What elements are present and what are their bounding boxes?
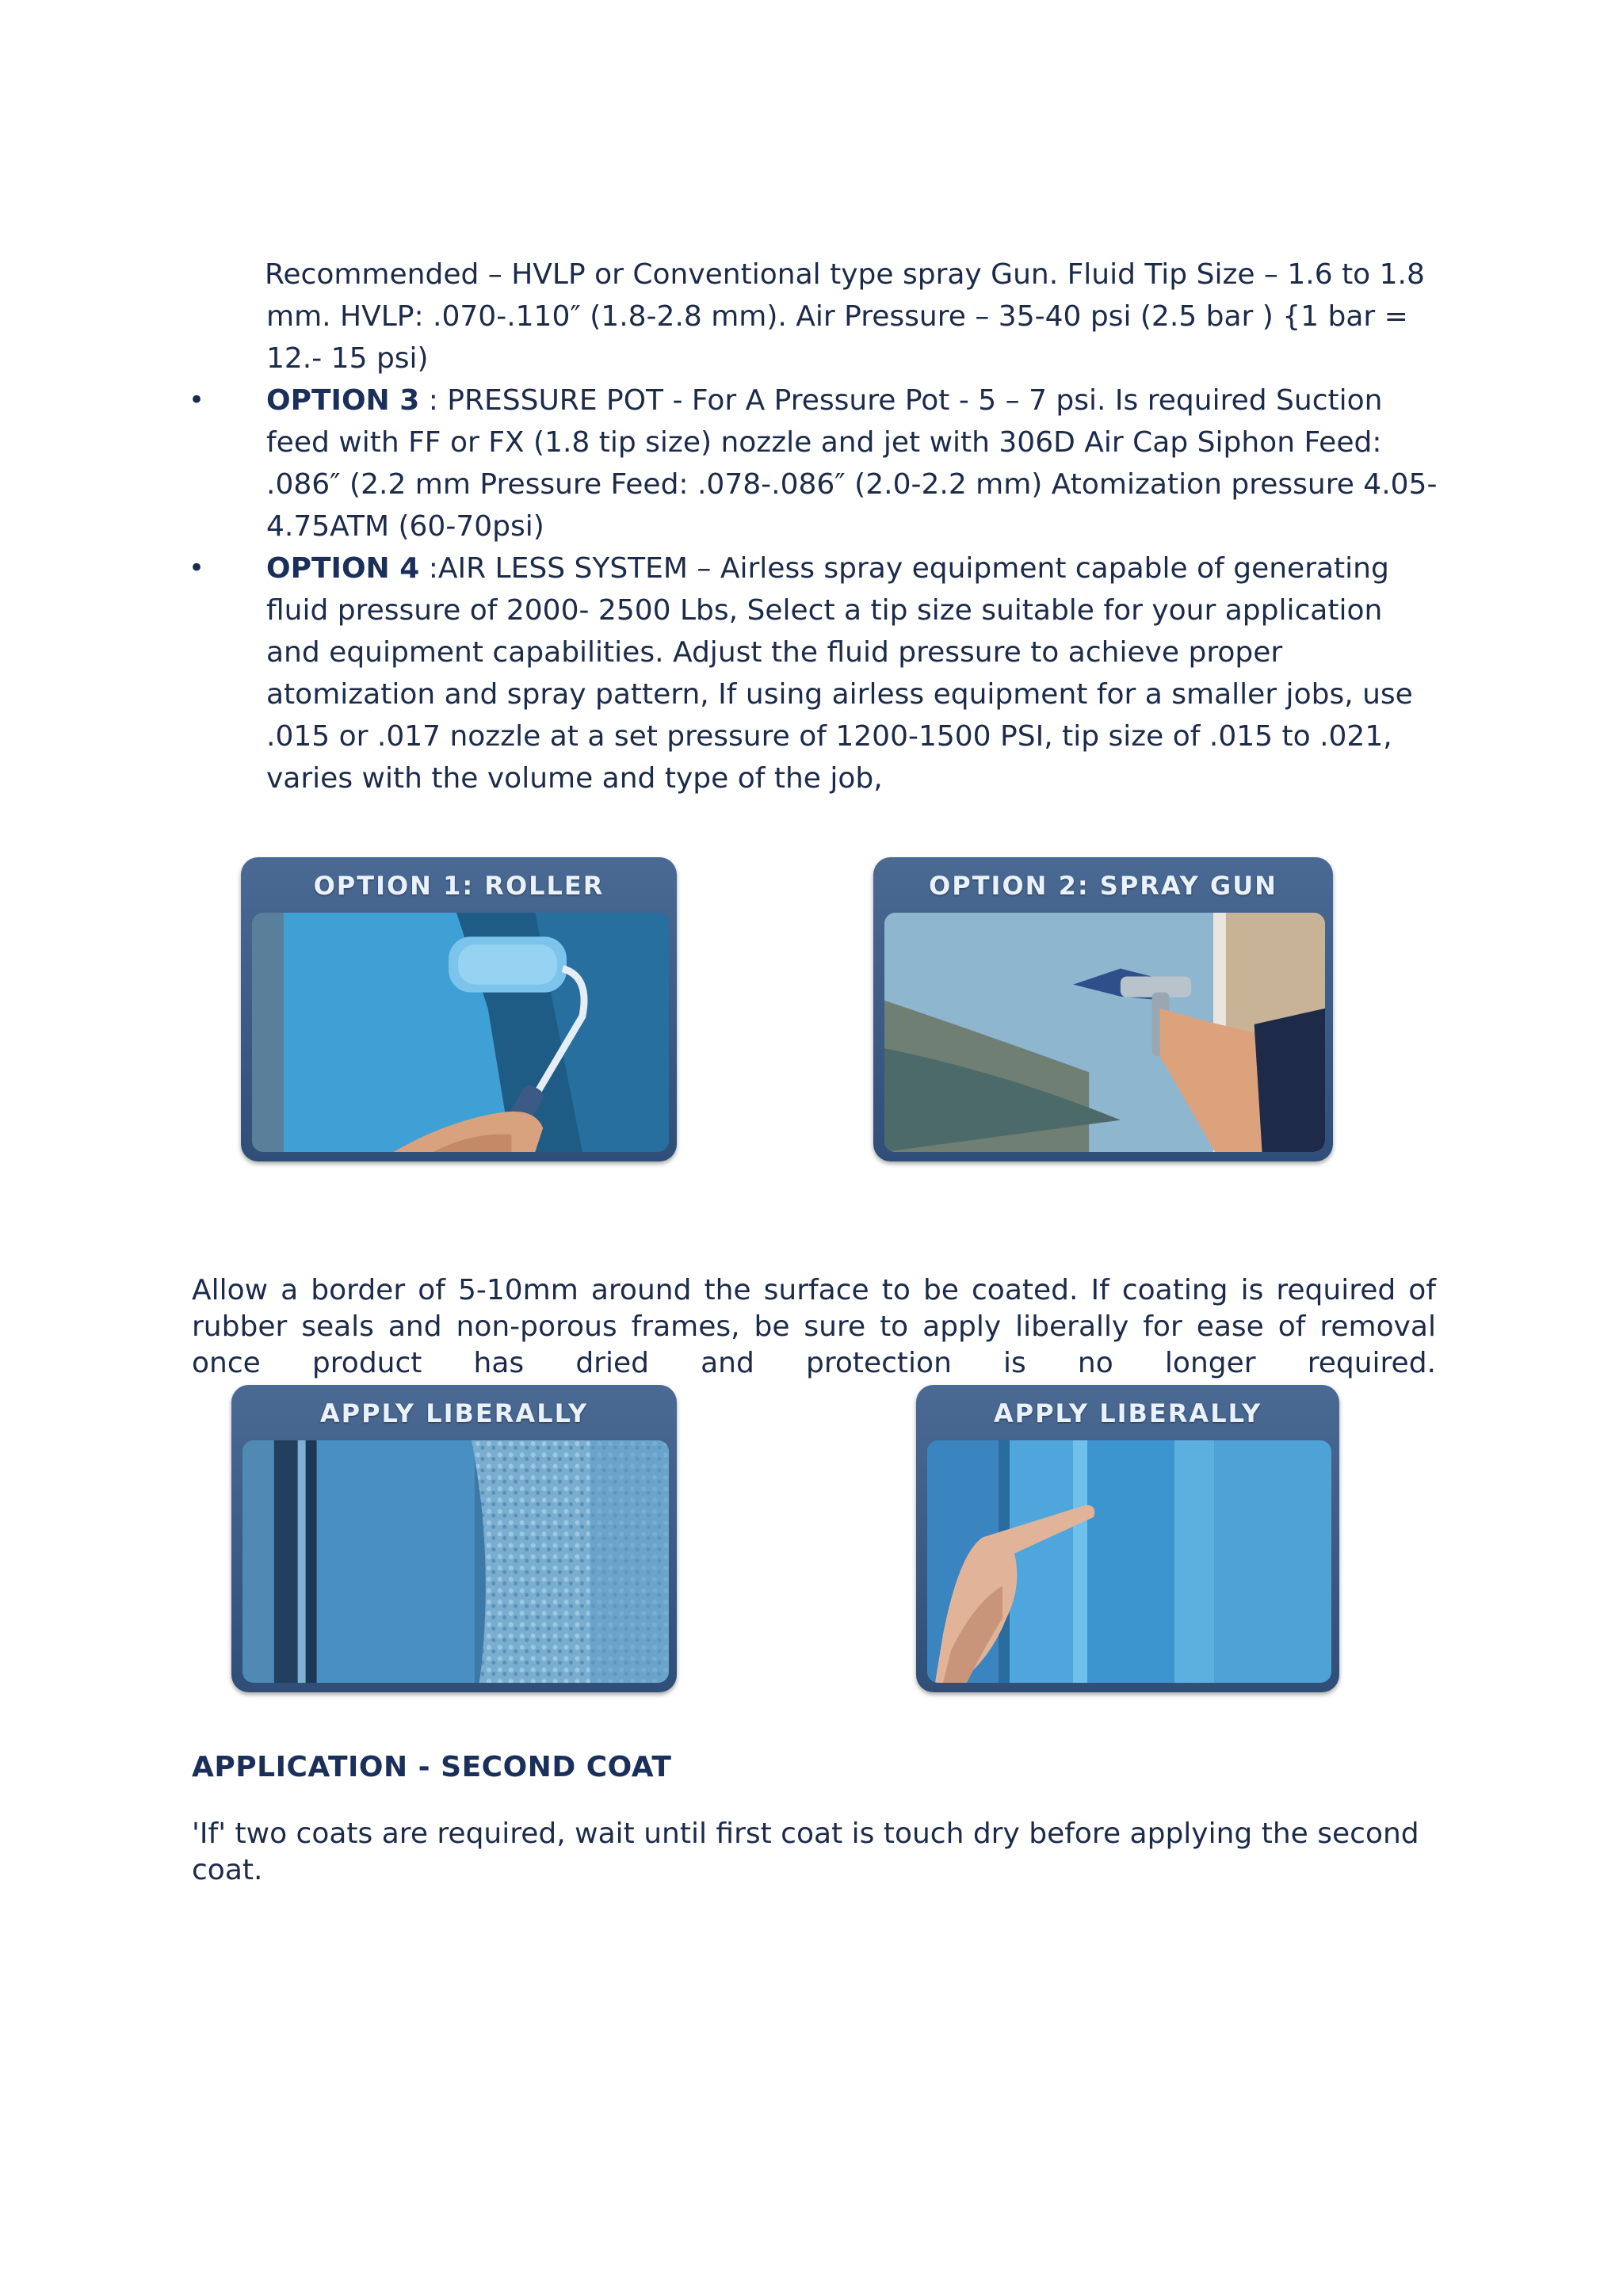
bullet-lead: OPTION 3 xyxy=(266,384,420,417)
tile-caption: OPTION 1: ROLLER xyxy=(313,871,605,901)
apply-liberally-right-photo xyxy=(927,1440,1331,1683)
bullet-marker: • xyxy=(189,552,205,584)
bullet-marker: • xyxy=(189,384,205,416)
bullet-body: : PRESSURE POT - For A Pressure Pot - 5 – 7 psi. Is required Suction feed with FF or FX (1.8 tip size) nozzle and jet with 306D Air Cap Siphon Feed: .086″ (2.2 mm Pressure Feed: .078-.086″ (2.0-2.2 mm) Atomization pressure 4.05-4.75ATM (60-70psi) xyxy=(266,384,1438,543)
border-instructions: Allow a border of 5-10mm around the surface to be coated. If coating is required of rubber seals and non-porous frames, be sure to apply liberally for ease of removal once product has dried and protection is no longer required. xyxy=(192,1274,1436,1379)
bullet-text xyxy=(266,379,1439,547)
roller-photo xyxy=(252,913,669,1152)
second-coat-text: 'If' two coats are required, wait until first coat is touch dry before applying the second coat. xyxy=(192,1817,1419,1886)
spray-gun-photo-tile xyxy=(873,857,1333,1161)
apply-liberally-left-photo xyxy=(242,1440,669,1683)
tile-caption: APPLY LIBERALLY xyxy=(993,1398,1262,1428)
spray-gun-photo xyxy=(884,913,1325,1152)
bullet-text xyxy=(266,547,1439,799)
tile-caption: OPTION 2: SPRAY GUN xyxy=(929,871,1277,901)
bullet-lead: OPTION 4 xyxy=(266,552,420,585)
apply-liberally-left-tile xyxy=(231,1385,677,1692)
bullet-body: :AIR LESS SYSTEM – Airless spray equipment capable of generating fluid pressure of 2000- 2500 Lbs, Select a tip size suitable for your application and equipment capabilities. Adjust the fluid pressure to achieve proper atomization and spray pattern, If using airless equipment for a smaller jobs, use .015 or .017 nozzle at a set pressure of 1200-1500 PSI, tip size of .015 to .021, varies with the volume and type of the job, xyxy=(266,552,1413,795)
spray-gun-recommendation: Recommended – HVLP or Conventional type spray Gun. Fluid Tip Size – 1.6 to 1.8 mm. HVLP: .070-.110″ (1.8-2.8 mm). Air Pressure – 35-40 psi (2.5 bar ) {1 bar = 12.- 15 psi) xyxy=(265,258,1425,375)
tile-caption: APPLY LIBERALLY xyxy=(319,1398,589,1428)
second-coat-heading: APPLICATION - SECOND COAT xyxy=(192,1751,672,1783)
apply-liberally-right-tile xyxy=(916,1385,1339,1692)
roller-photo-tile xyxy=(241,857,677,1161)
